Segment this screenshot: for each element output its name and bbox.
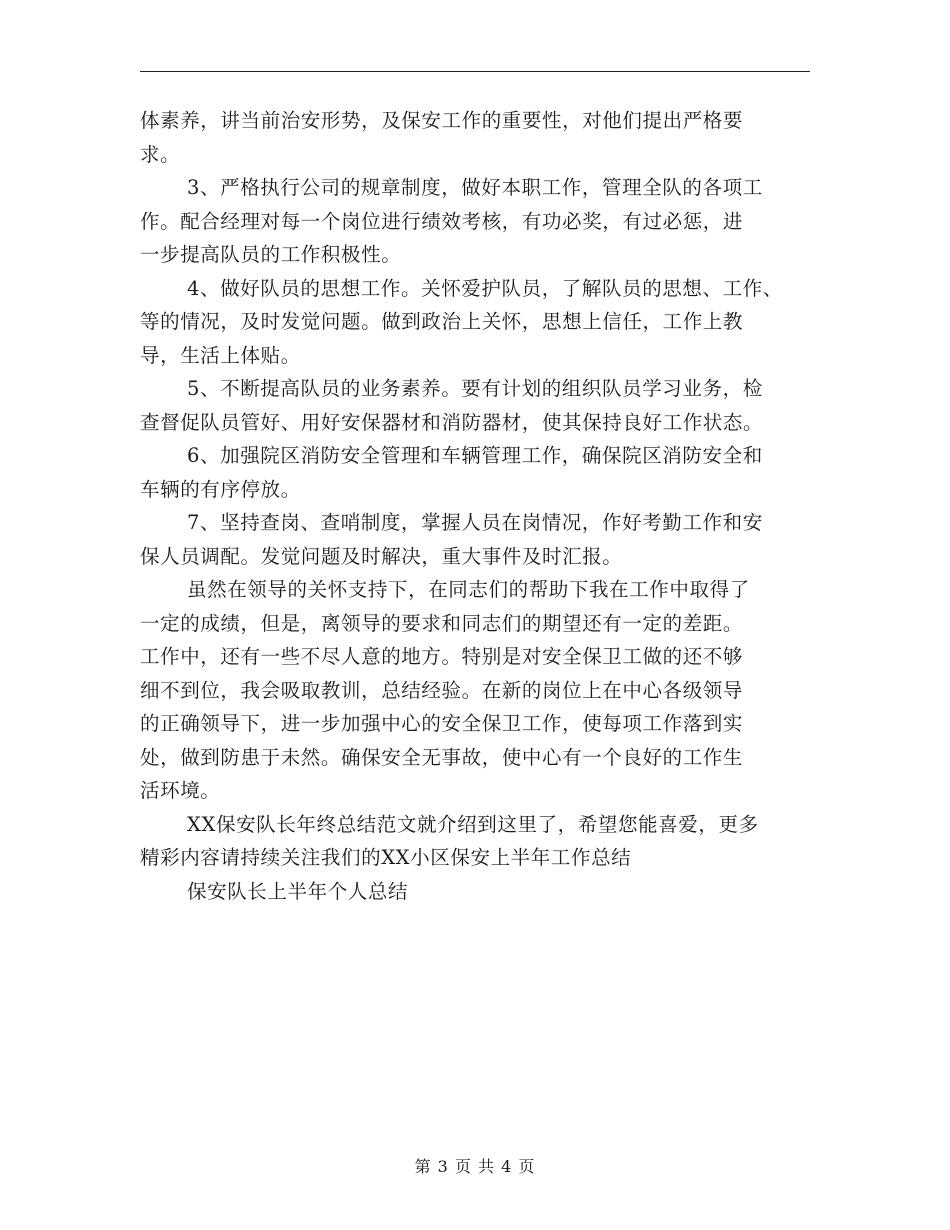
text-line: 6、加强院区消防安全管理和车辆管理工作，确保院区消防安全和 — [187, 444, 763, 467]
text-line: 7、坚持查岗、查哨制度，掌握人员在岗情况，作好考勤工作和安 — [187, 511, 763, 534]
page-number-footer: 第 3 页 共 4 页 — [414, 1157, 536, 1176]
text-line: 的正确领导下，进一步加强中心的安全保卫工作，使每项工作落到实 — [140, 712, 744, 735]
text-line: 4、做好队员的思想工作。关怀爱护队员，了解队员的思想、工作、 — [187, 276, 783, 300]
header-rule — [140, 71, 810, 72]
text-line: 活环境。 — [140, 779, 221, 802]
text-line: 等的情况，及时发觉问题。做到政治上关怀，思想上信任，工作上教 — [140, 310, 744, 333]
text-line: 3、严格执行公司的规章制度，做好本职工作，管理全队的各项工 — [187, 176, 763, 199]
text-line: 保安队长上半年个人总结 — [187, 879, 409, 903]
body-text — [140, 104, 815, 908]
text-line: 查督促队员管好、用好安保器材和消防器材，使其保持良好工作状态。 — [140, 410, 764, 434]
text-line: 求。 — [140, 142, 181, 166]
text-line: 车辆的有序停放。 — [140, 477, 301, 501]
text-line: 一定的成绩，但是，离领导的要求和同志们的期望还有一定的差距。 — [140, 611, 744, 635]
text-line: 导，生活上体贴。 — [140, 343, 301, 367]
text-line: 虽然在领导的关怀支持下，在同志们的帮助下我在工作中取得了 — [187, 578, 750, 601]
text-line: 保人员调配。发觉问题及时解决，重大事件及时汇报。 — [140, 544, 623, 568]
text-line: 精彩内容请持续关注我们的XX小区保安上半年工作总结 — [140, 846, 632, 869]
text-line: 处，做到防患于未然。确保安全无事故，使中心有一个良好的工作生 — [140, 745, 744, 769]
text-line: XX保安队长年终总结范文就介绍到这里了，希望您能喜爱，更多 — [187, 812, 759, 836]
text-line: 细不到位，我会吸取教训，总结经验。在新的岗位上在中心各级领导 — [140, 678, 744, 702]
text-line: 工作中，还有一些不尽人意的地方。特别是对安全保卫工做的还不够 — [140, 645, 744, 668]
text-line: 5、不断提高队员的业务素养。要有计划的组织队员学习业务，检 — [187, 377, 763, 400]
text-line: 一步提高队员的工作积极性。 — [140, 243, 402, 266]
text-line: 体素养，讲当前治安形势，及保安工作的重要性，对他们提出严格要 — [140, 109, 744, 132]
text-line: 作。配合经理对每一个岗位进行绩效考核，有功必奖，有过必惩，进 — [140, 209, 744, 233]
